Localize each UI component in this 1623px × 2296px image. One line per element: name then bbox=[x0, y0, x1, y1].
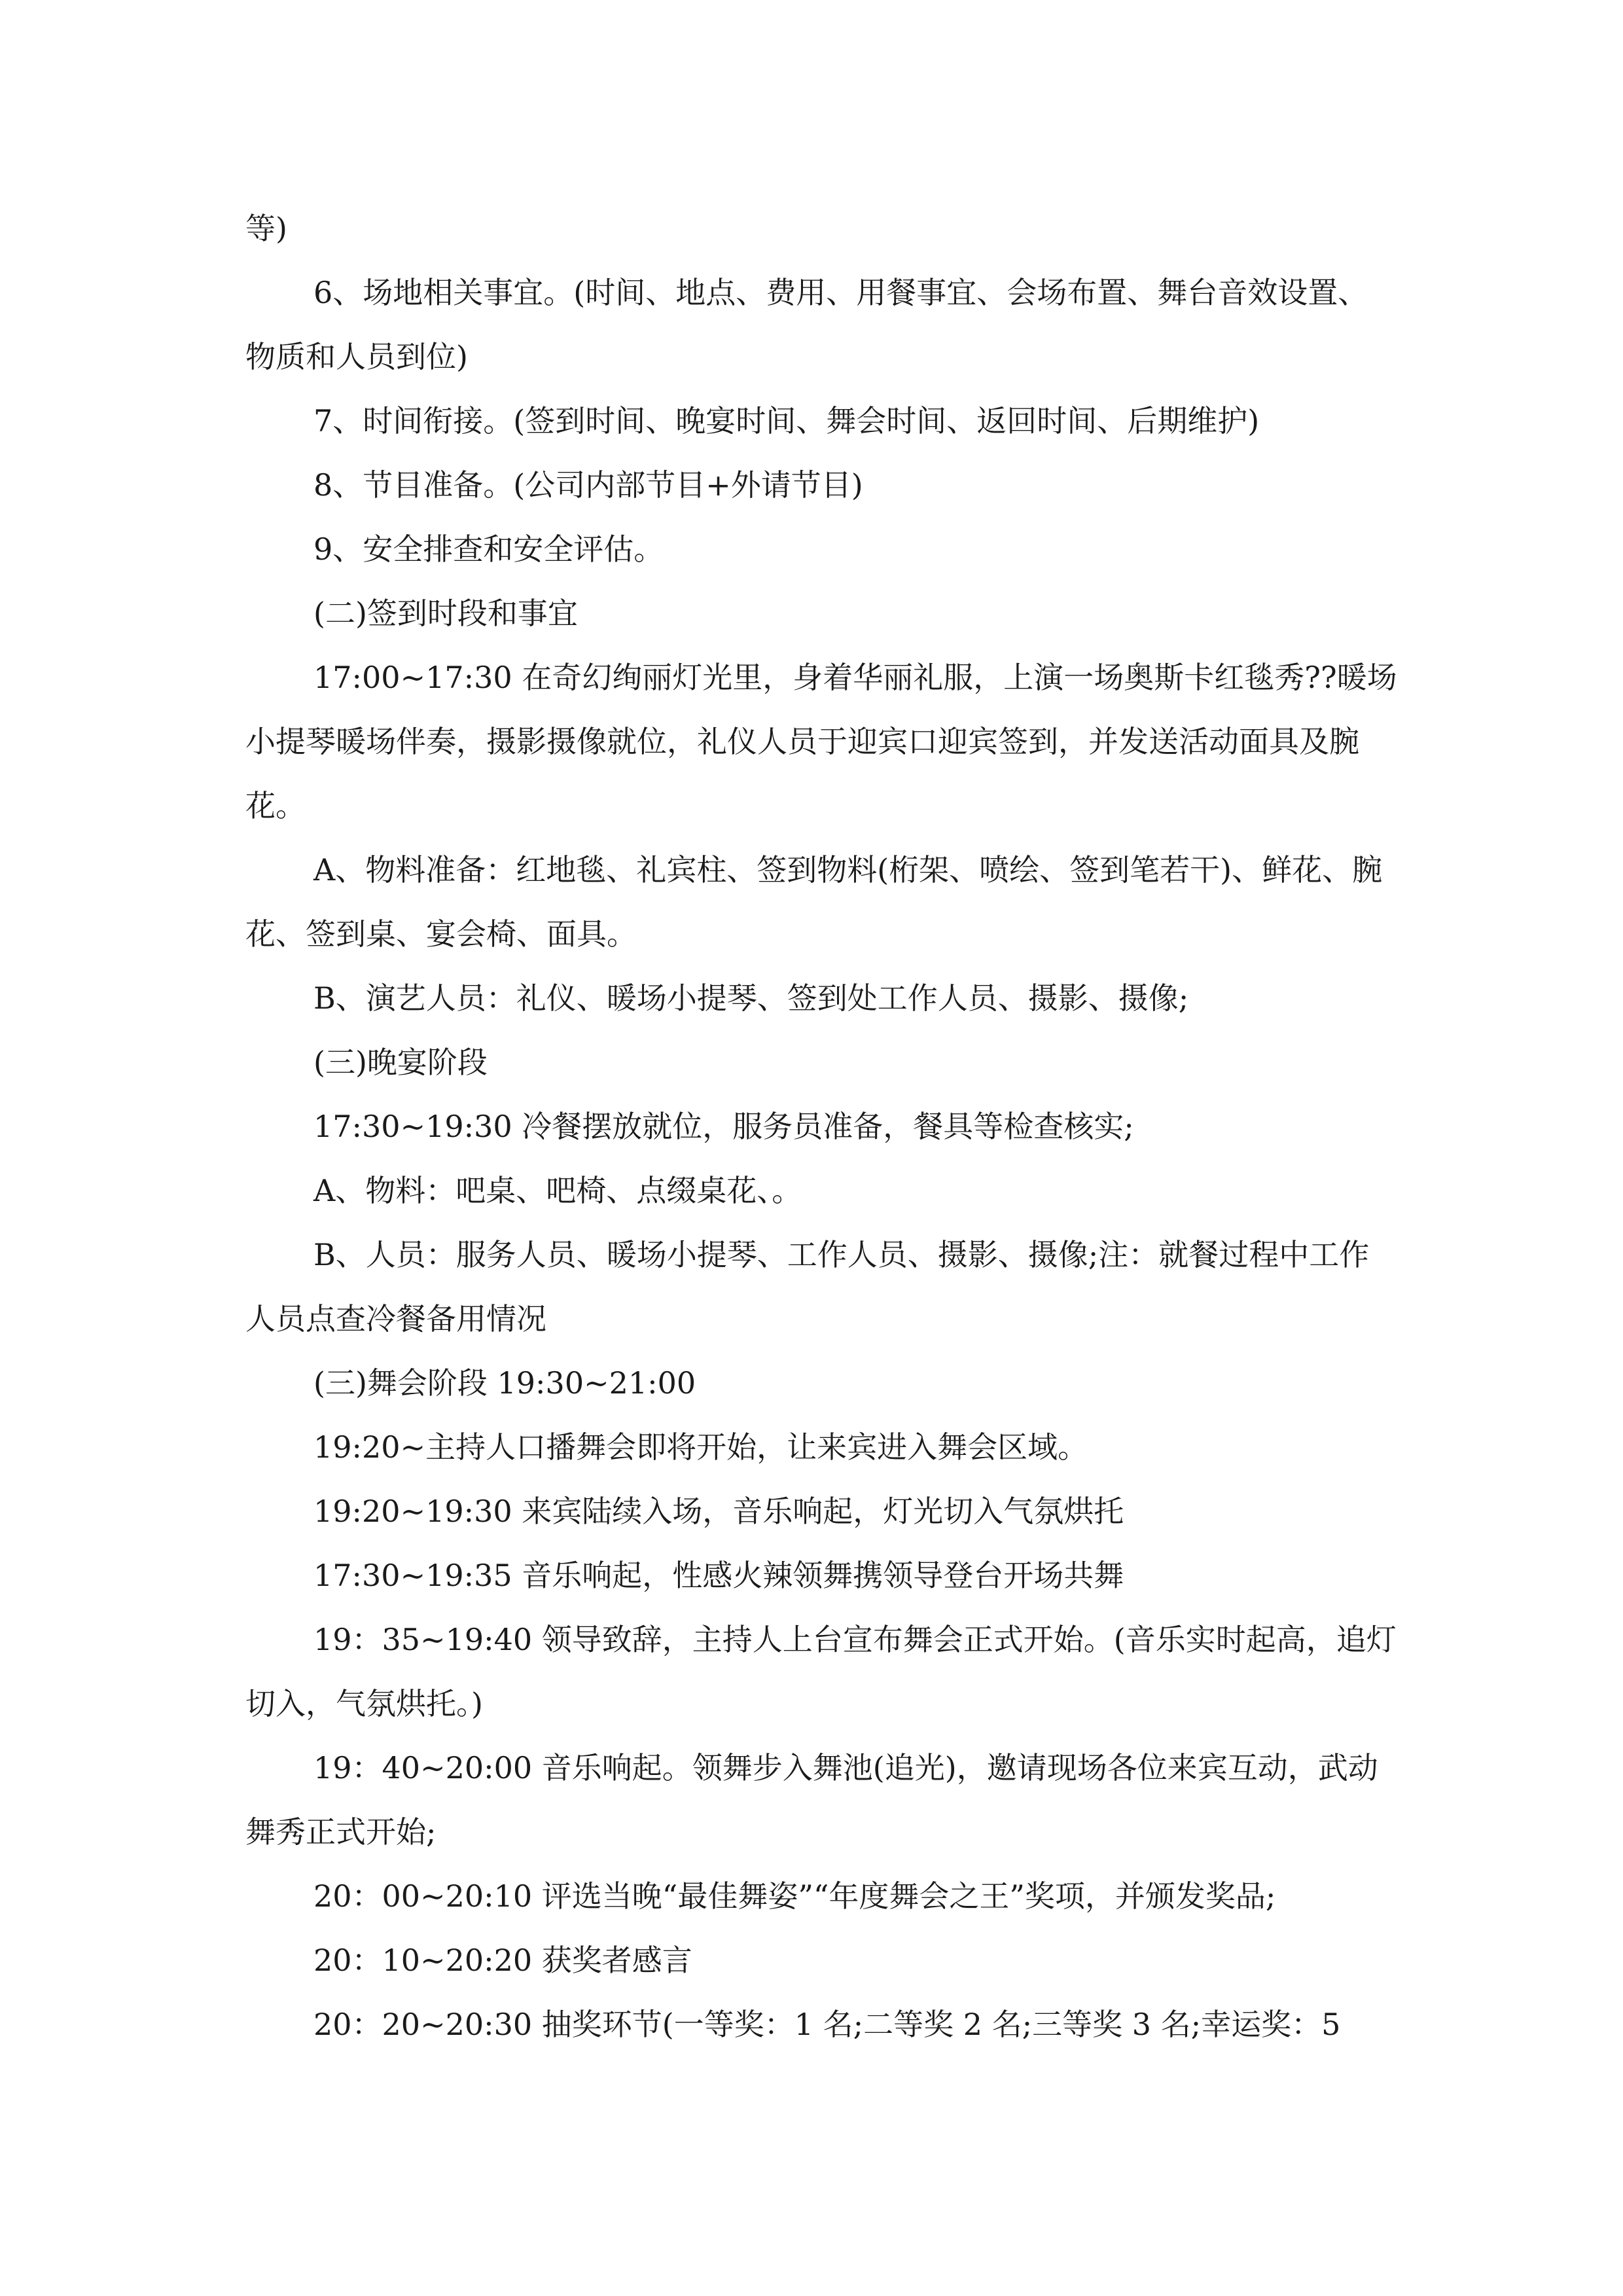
document-body bbox=[245, 196, 1397, 2056]
paragraph-checkin-staff: B、演艺人员：礼仪、暖场小提琴、签到处工作人员、摄影、摄像; bbox=[313, 980, 1189, 1016]
section-heading-dinner: (三)晚宴阶段 bbox=[313, 1045, 488, 1080]
paragraph-dance-1940-2000: 19：40~20:00 音乐响起。领舞步入舞池(追光)，邀请现场各位来宾互动，武动舞秀正式开始; bbox=[245, 1750, 1378, 1850]
section-heading-checkin: (二)签到时段和事宜 bbox=[313, 596, 578, 631]
paragraph-dance-2010-2020: 20：10~20:20 获奖者感言 bbox=[313, 1943, 692, 1978]
paragraph-dance-1920-1930: 19:20~19:30 来宾陆续入场，音乐响起，灯光切入气氛烘托 bbox=[313, 1494, 1124, 1529]
paragraph-dance-1935-1940: 19：35~19:40 领导致辞，主持人上台宣布舞会正式开始。(音乐实时起高，追灯切入，气氛烘托。) bbox=[245, 1622, 1397, 1721]
paragraph-item-7: 7、时间衔接。(签到时间、晚宴时间、舞会时间、返回时间、后期维护) bbox=[313, 403, 1260, 439]
paragraph-continuation: 等) bbox=[245, 211, 287, 246]
paragraph-item-8: 8、节目准备。(公司内部节目+外请节目) bbox=[313, 467, 863, 503]
paragraph-dance-2020-2030: 20：20~20:30 抽奖环节(一等奖：1 名;二等奖 2 名;三等奖 3 名;幸运奖：5 bbox=[313, 2007, 1341, 2042]
paragraph-dinner-schedule: 17:30~19:30 冷餐摆放就位，服务员准备，餐具等检查核实; bbox=[313, 1109, 1134, 1144]
paragraph-checkin-materials: A、物料准备：红地毯、礼宾柱、签到物料(桁架、喷绘、签到笔若干)、鲜花、腕花、签到桌、宴会椅、面具。 bbox=[245, 852, 1383, 952]
paragraph-item-9: 9、安全排查和安全评估。 bbox=[313, 531, 664, 567]
paragraph-dinner-materials: A、物料：吧桌、吧椅、点缀桌花、。 bbox=[313, 1173, 802, 1208]
paragraph-dance-1730-1935: 17:30~19:35 音乐响起，性感火辣领舞携领导登台开场共舞 bbox=[313, 1558, 1124, 1593]
paragraph-dance-1920: 19:20~主持人口播舞会即将开始，让来宾进入舞会区域。 bbox=[313, 1429, 1088, 1465]
section-heading-dance: (三)舞会阶段 19:30~21:00 bbox=[313, 1365, 696, 1401]
paragraph-checkin-schedule: 17:00~17:30 在奇幻绚丽灯光里，身着华丽礼服，上演一场奥斯卡红毯秀??暖场小提琴暖场伴奏，摄影摄像就位，礼仪人员于迎宾口迎宾签到，并发送活动面具及腕花。 bbox=[245, 660, 1397, 823]
paragraph-dinner-staff: B、人员：服务人员、暖场小提琴、工作人员、摄影、摄像;注：就餐过程中工作人员点查冷餐备用情况 bbox=[245, 1237, 1370, 1336]
paragraph-dance-2000-2010: 20：00~20:10 评选当晚“最佳舞姿”“年度舞会之王”奖项，并颁发奖品; bbox=[313, 1878, 1276, 1914]
paragraph-item-6: 6、场地相关事宜。(时间、地点、费用、用餐事宜、会场布置、舞台音效设置、物质和人员到位) bbox=[245, 275, 1368, 374]
